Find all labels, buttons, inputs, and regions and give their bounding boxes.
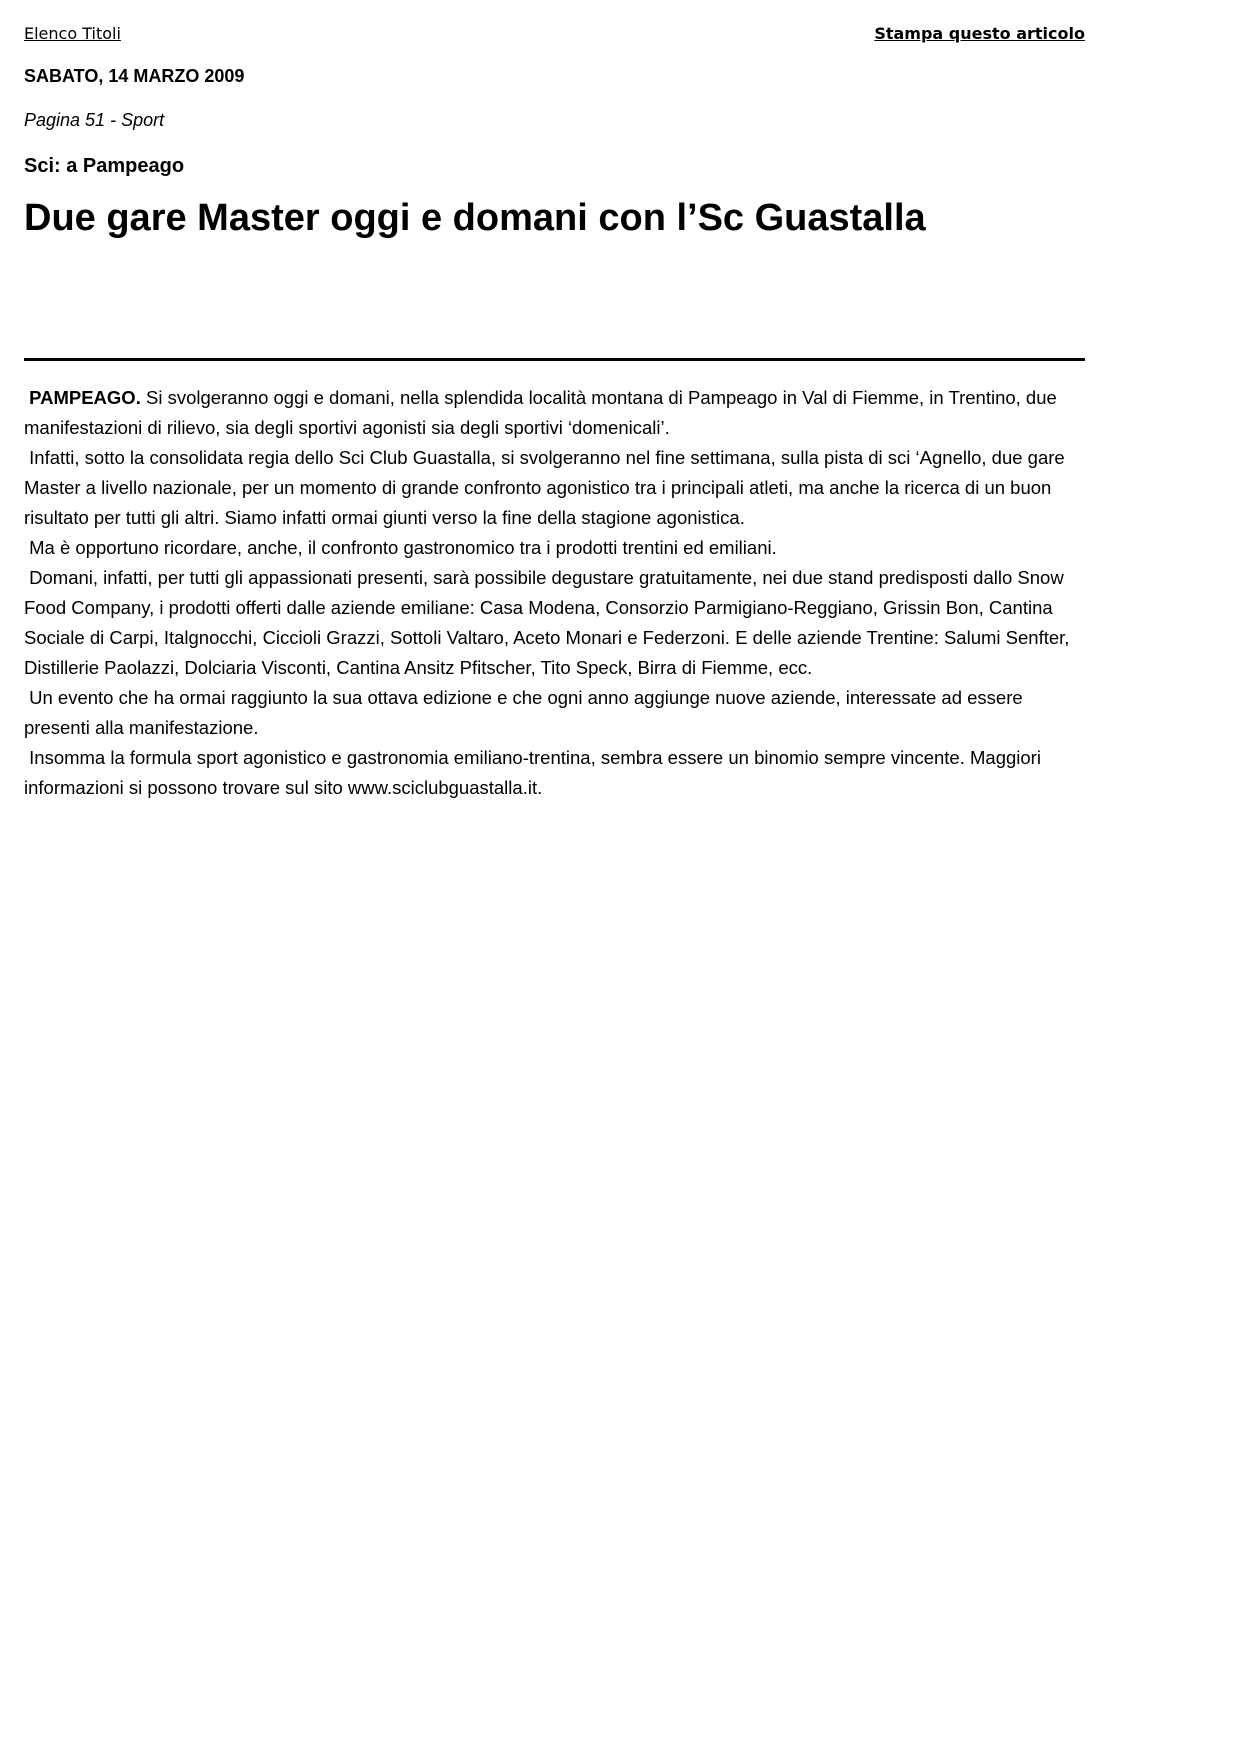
article-paragraph-text: Ma è opportuno ricordare, anche, il confronto gastronomico tra i prodotti trentini ed emiliani. [29,537,777,558]
page-section: Pagina 51 - Sport [24,110,165,130]
article-paragraph [24,533,1085,563]
article-paragraph [24,563,1085,683]
article-paragraph-text: Domani, infatti, per tutti gli appassionati presenti, sarà possibile degustare gratuitamente, nei due stand predisposti dallo Snow Food Company, i prodotti offerti dalle aziende emiliane: Casa Modena, Consorzio Parmigiano-Reggiano, Grissin Bon, Cantina Sociale di Carpi, Italgnocchi, Ciccioli Grazzi, Sottoli Valtaro, Aceto Monari e Federzoni. E delle aziende Trentine: Salumi Senfter, Distillerie Paolazzi, Dolciaria Visconti, Cantina Ansitz Pfitscher, Tito Speck, Birra di Fiemme, ecc. [24,567,1070,678]
print-article-link[interactable]: Stampa questo articolo [874,24,1085,43]
article-paragraph [24,443,1085,533]
publication-date: SABATO, 14 MARZO 2009 [24,66,245,86]
article-body [24,383,1085,803]
article-paragraph-text: Infatti, sotto la consolidata regia dello Sci Club Guastalla, si svolgeranno nel fine settimana, sulla pista di sci ‘Agnello, due gare Master a livello nazionale, per un momento di grande confronto agonistico tra i principali atleti, ma anche la ricerca di un buon risultato per tutti gli altri. Siamo infatti ormai giunti verso la fine della stagione agonistica. [24,447,1065,528]
top-navigation-bar [24,24,1085,48]
article-paragraph [24,743,1085,803]
article-paragraph [24,683,1085,743]
article-dateline: PAMPEAGO. [29,387,141,408]
headlines-list-link[interactable]: Elenco Titoli [24,24,121,43]
headline-divider [24,358,1085,361]
article-headline: Due gare Master oggi e domani con l’Sc Guastalla [24,197,926,239]
article-paragraph-text: Un evento che ha ormai raggiunto la sua ottava edizione e che ogni anno aggiunge nuove aziende, interessate ad essere presenti alla manifestazione. [24,687,1023,738]
article-paragraph-text: Insomma la formula sport agonistico e gastronomia emiliano-trentina, sembra essere un binomio sempre vincente. Maggiori informazioni si possono trovare sul sito www.sciclubguastalla.it. [24,747,1041,798]
article-paragraph-text: Si svolgeranno oggi e domani, nella splendida località montana di Pampeago in Val di Fiemme, in Trentino, due manifestazioni di rilievo, sia degli sportivi agonisti sia degli sportivi ‘domenicali’. [24,387,1057,438]
article-kicker: Sci: a Pampeago [24,155,185,177]
article-paragraph [24,383,1085,443]
